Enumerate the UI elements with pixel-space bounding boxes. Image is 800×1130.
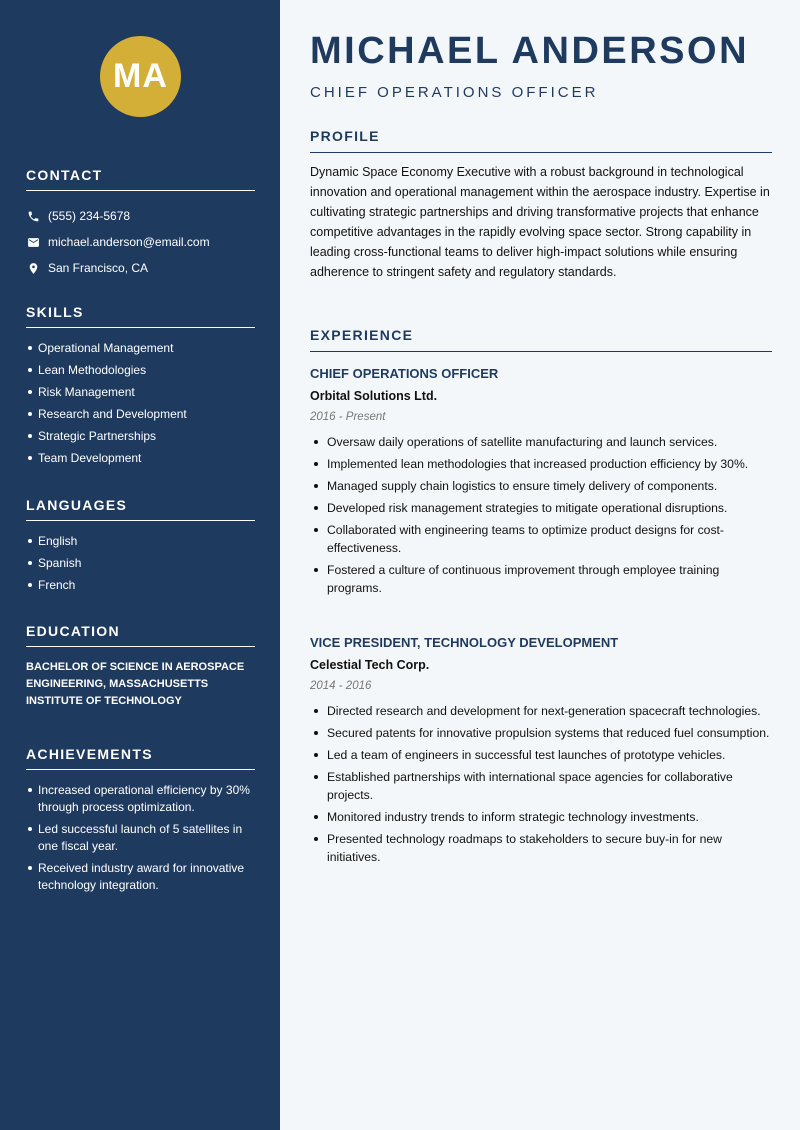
languages-heading: LANGUAGES (26, 497, 255, 521)
job-bullet: Oversaw daily operations of satellite manufacturing and launch services. (310, 433, 772, 451)
job-bullet: Developed risk management strategies to mitigate operational disruptions. (310, 499, 772, 517)
job-bullet: Secured patents for innovative propulsion systems that reduced fuel consumption. (310, 724, 772, 742)
email-icon (26, 235, 40, 249)
location-icon (26, 261, 40, 275)
skill-item: Risk Management (26, 384, 255, 400)
job-bullet: Presented technology roadmaps to stakeholders to secure buy-in for new initiatives. (310, 830, 772, 866)
skill-item: Lean Methodologies (26, 362, 255, 378)
job-bullet: Directed research and development for next-generation spacecraft technologies. (310, 702, 772, 720)
achievement-item: Led successful launch of 5 satellites in one fiscal year. (26, 821, 255, 855)
sidebar (0, 0, 280, 1130)
education-degree: BACHELOR OF SCIENCE IN AEROSPACE ENGINEERING, MASSACHUSETTS INSTITUTE OF TECHNOLOGY (26, 661, 245, 707)
avatar: MA (100, 36, 181, 117)
job-bullet: Collaborated with engineering teams to optimize product designs for cost-effectiveness. (310, 521, 772, 557)
languages-list (26, 533, 255, 593)
contact-location (26, 255, 255, 281)
achievements-heading: ACHIEVEMENTS (26, 746, 255, 770)
experience-section (310, 327, 772, 352)
job-bullet: Monitored industry trends to inform strategic technology investments. (310, 808, 772, 826)
phone-icon (26, 209, 40, 223)
experience-job (310, 365, 772, 601)
language-item: Spanish (26, 555, 255, 571)
job-bullet: Led a team of engineers in successful test launches of prototype vehicles. (310, 746, 772, 764)
skills-section (26, 304, 255, 472)
job-bullet: Managed supply chain logistics to ensure timely delivery of components. (310, 477, 772, 495)
skills-list (26, 340, 255, 466)
skills-heading: SKILLS (26, 304, 255, 328)
contact-email-text: michael.anderson@email.com (48, 235, 210, 249)
contact-email (26, 229, 255, 255)
job-bullets (310, 433, 772, 597)
achievement-item: Increased operational efficiency by 30% through process optimization. (26, 782, 255, 816)
skill-item: Research and Development (26, 406, 255, 422)
achievements-section (26, 746, 255, 899)
job-bullets (310, 702, 772, 866)
contact-location-text: San Francisco, CA (48, 261, 149, 275)
profile-heading: PROFILE (310, 128, 772, 153)
skill-item: Team Development (26, 450, 255, 466)
job-company: Orbital Solutions Ltd. (310, 389, 438, 403)
skill-item: Operational Management (26, 340, 255, 356)
language-item: English (26, 533, 255, 549)
achievements-list (26, 782, 255, 894)
job-bullet: Established partnerships with international space agencies for collaborative projects. (310, 768, 772, 804)
job-dates: 2014 - 2016 (310, 680, 372, 692)
achievement-item: Received industry award for innovative technology integration. (26, 860, 255, 894)
profile-summary: Dynamic Space Economy Executive with a robust background in technological innovation and operational management within the aerospace industry. Expertise in cultivating strategic partnerships and driving transformative projects that enhance competitive advantages in the rapidly evolving space sector. Strong capability in leading cross-functional teams to deliver high-impact solutions while ensuring adherence to stringent safety and regulatory standards. (310, 165, 770, 279)
skill-item: Strategic Partnerships (26, 428, 255, 444)
job-bullet: Implemented lean methodologies that increased production efficiency by 30%. (310, 455, 772, 473)
contact-phone-text: (555) 234-5678 (48, 209, 131, 223)
job-title-header: CHIEF OPERATIONS OFFICER (310, 84, 599, 101)
profile-section (310, 128, 772, 282)
job-company: Celestial Tech Corp. (310, 658, 430, 672)
job-role: CHIEF OPERATIONS OFFICER (310, 366, 499, 381)
education-heading: EDUCATION (26, 623, 255, 647)
contact-heading: CONTACT (26, 167, 255, 191)
language-item: French (26, 577, 255, 593)
job-bullet: Fostered a culture of continuous improvement through employee training programs. (310, 561, 772, 597)
experience-heading: EXPERIENCE (310, 327, 772, 352)
languages-section (26, 497, 255, 599)
job-role: VICE PRESIDENT, TECHNOLOGY DEVELOPMENT (310, 635, 619, 650)
contact-phone (26, 203, 255, 229)
job-dates: 2016 - Present (310, 411, 386, 423)
contact-section (26, 167, 255, 281)
page-title: MICHAEL ANDERSON (310, 30, 750, 72)
experience-job (310, 634, 772, 870)
education-section (26, 623, 255, 710)
